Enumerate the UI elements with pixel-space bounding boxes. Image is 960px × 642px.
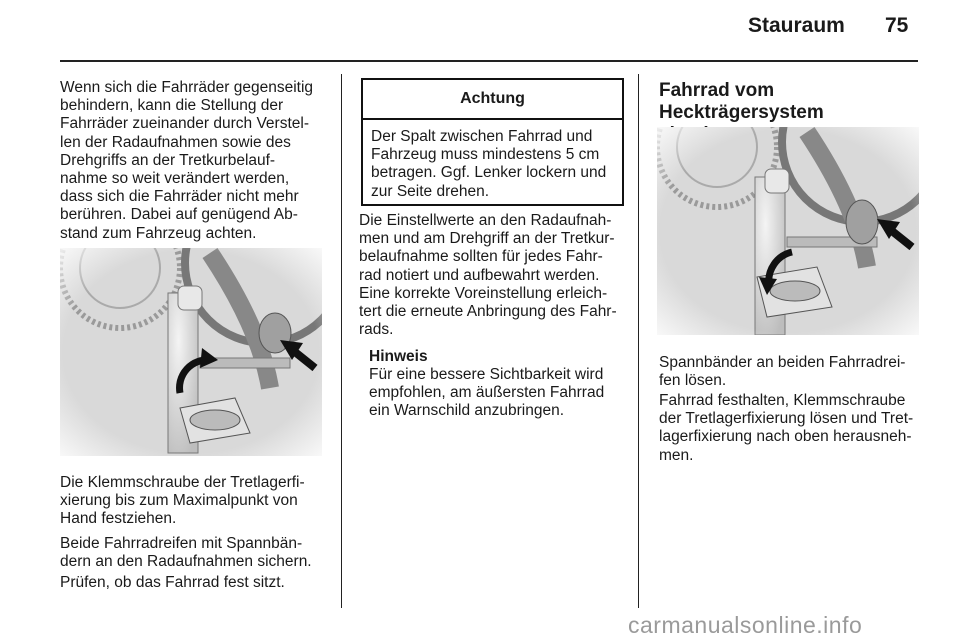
note-label: Hinweis (369, 348, 428, 365)
warning-box (361, 78, 624, 206)
section-heading: Fahrrad vom Heckträgersystem (659, 80, 824, 123)
col3-paragraph-1: Spannbänder an beiden Fahrradrei- fen lösen. (659, 354, 906, 390)
note-text: Für eine bessere Sichtbarkeit wird empfohlen, am äußersten Fahrrad ein Warnschild anzubringen. (369, 366, 605, 420)
warning-text: Der Spalt zwischen Fahrrad und Fahrzeug muss mindestens 5 cm betragen. Ggf. Lenker lockern und zur Seite drehen. (371, 128, 607, 200)
col2-paragraph-1: Die Einstellwerte an den Radaufnah- men und am Drehgriff an der Tretkur- belaufnahme sollten für jedes Fahr- rad notiert und aufbewahrt werden. Eine korrekte Voreinstellung erleich- tert die erneute Anbringung des Fahr- rads. (359, 212, 617, 339)
page-number: 75 (885, 14, 909, 37)
watermark: carmanualsonline.info (628, 612, 863, 638)
page-header-title: Stauraum (748, 14, 845, 37)
figure-remove-bike (657, 127, 919, 335)
col1-paragraph-2: Die Klemmschraube der Tretlagerfi- xierung bis zum Maximalpunkt von Hand festziehen. (60, 474, 305, 528)
col3-paragraph-2: Fahrrad festhalten, Klemmschraube der Tretlagerfixierung lösen und Tret- lagerfixierung nach oben herausneh- men. (659, 392, 914, 464)
column-divider-2 (638, 74, 639, 608)
col1-paragraph-4: Prüfen, ob das Fahrrad fest sitzt. (60, 574, 285, 591)
figure-tighten-pedal-clamp (60, 248, 322, 456)
header-rule (60, 60, 918, 62)
column-divider-1 (341, 74, 342, 608)
col1-paragraph-1: Wenn sich die Fahrräder gegenseitig behindern, kann die Stellung der Fahrräder zueinander durch Verstel- len der Radaufnahmen sowie des Drehgriffs an der Tretkurbelauf- nahme so weit verändert werden, dass sich die Fahrräder nicht mehr berühren. Dabei auf genügend Ab- stand zum Fahrzeug achten. (60, 79, 314, 242)
col1-paragraph-3: Beide Fahrradreifen mit Spannbän- dern an den Radaufnahmen sichern. (60, 535, 312, 571)
warning-title: Achtung (363, 80, 622, 120)
